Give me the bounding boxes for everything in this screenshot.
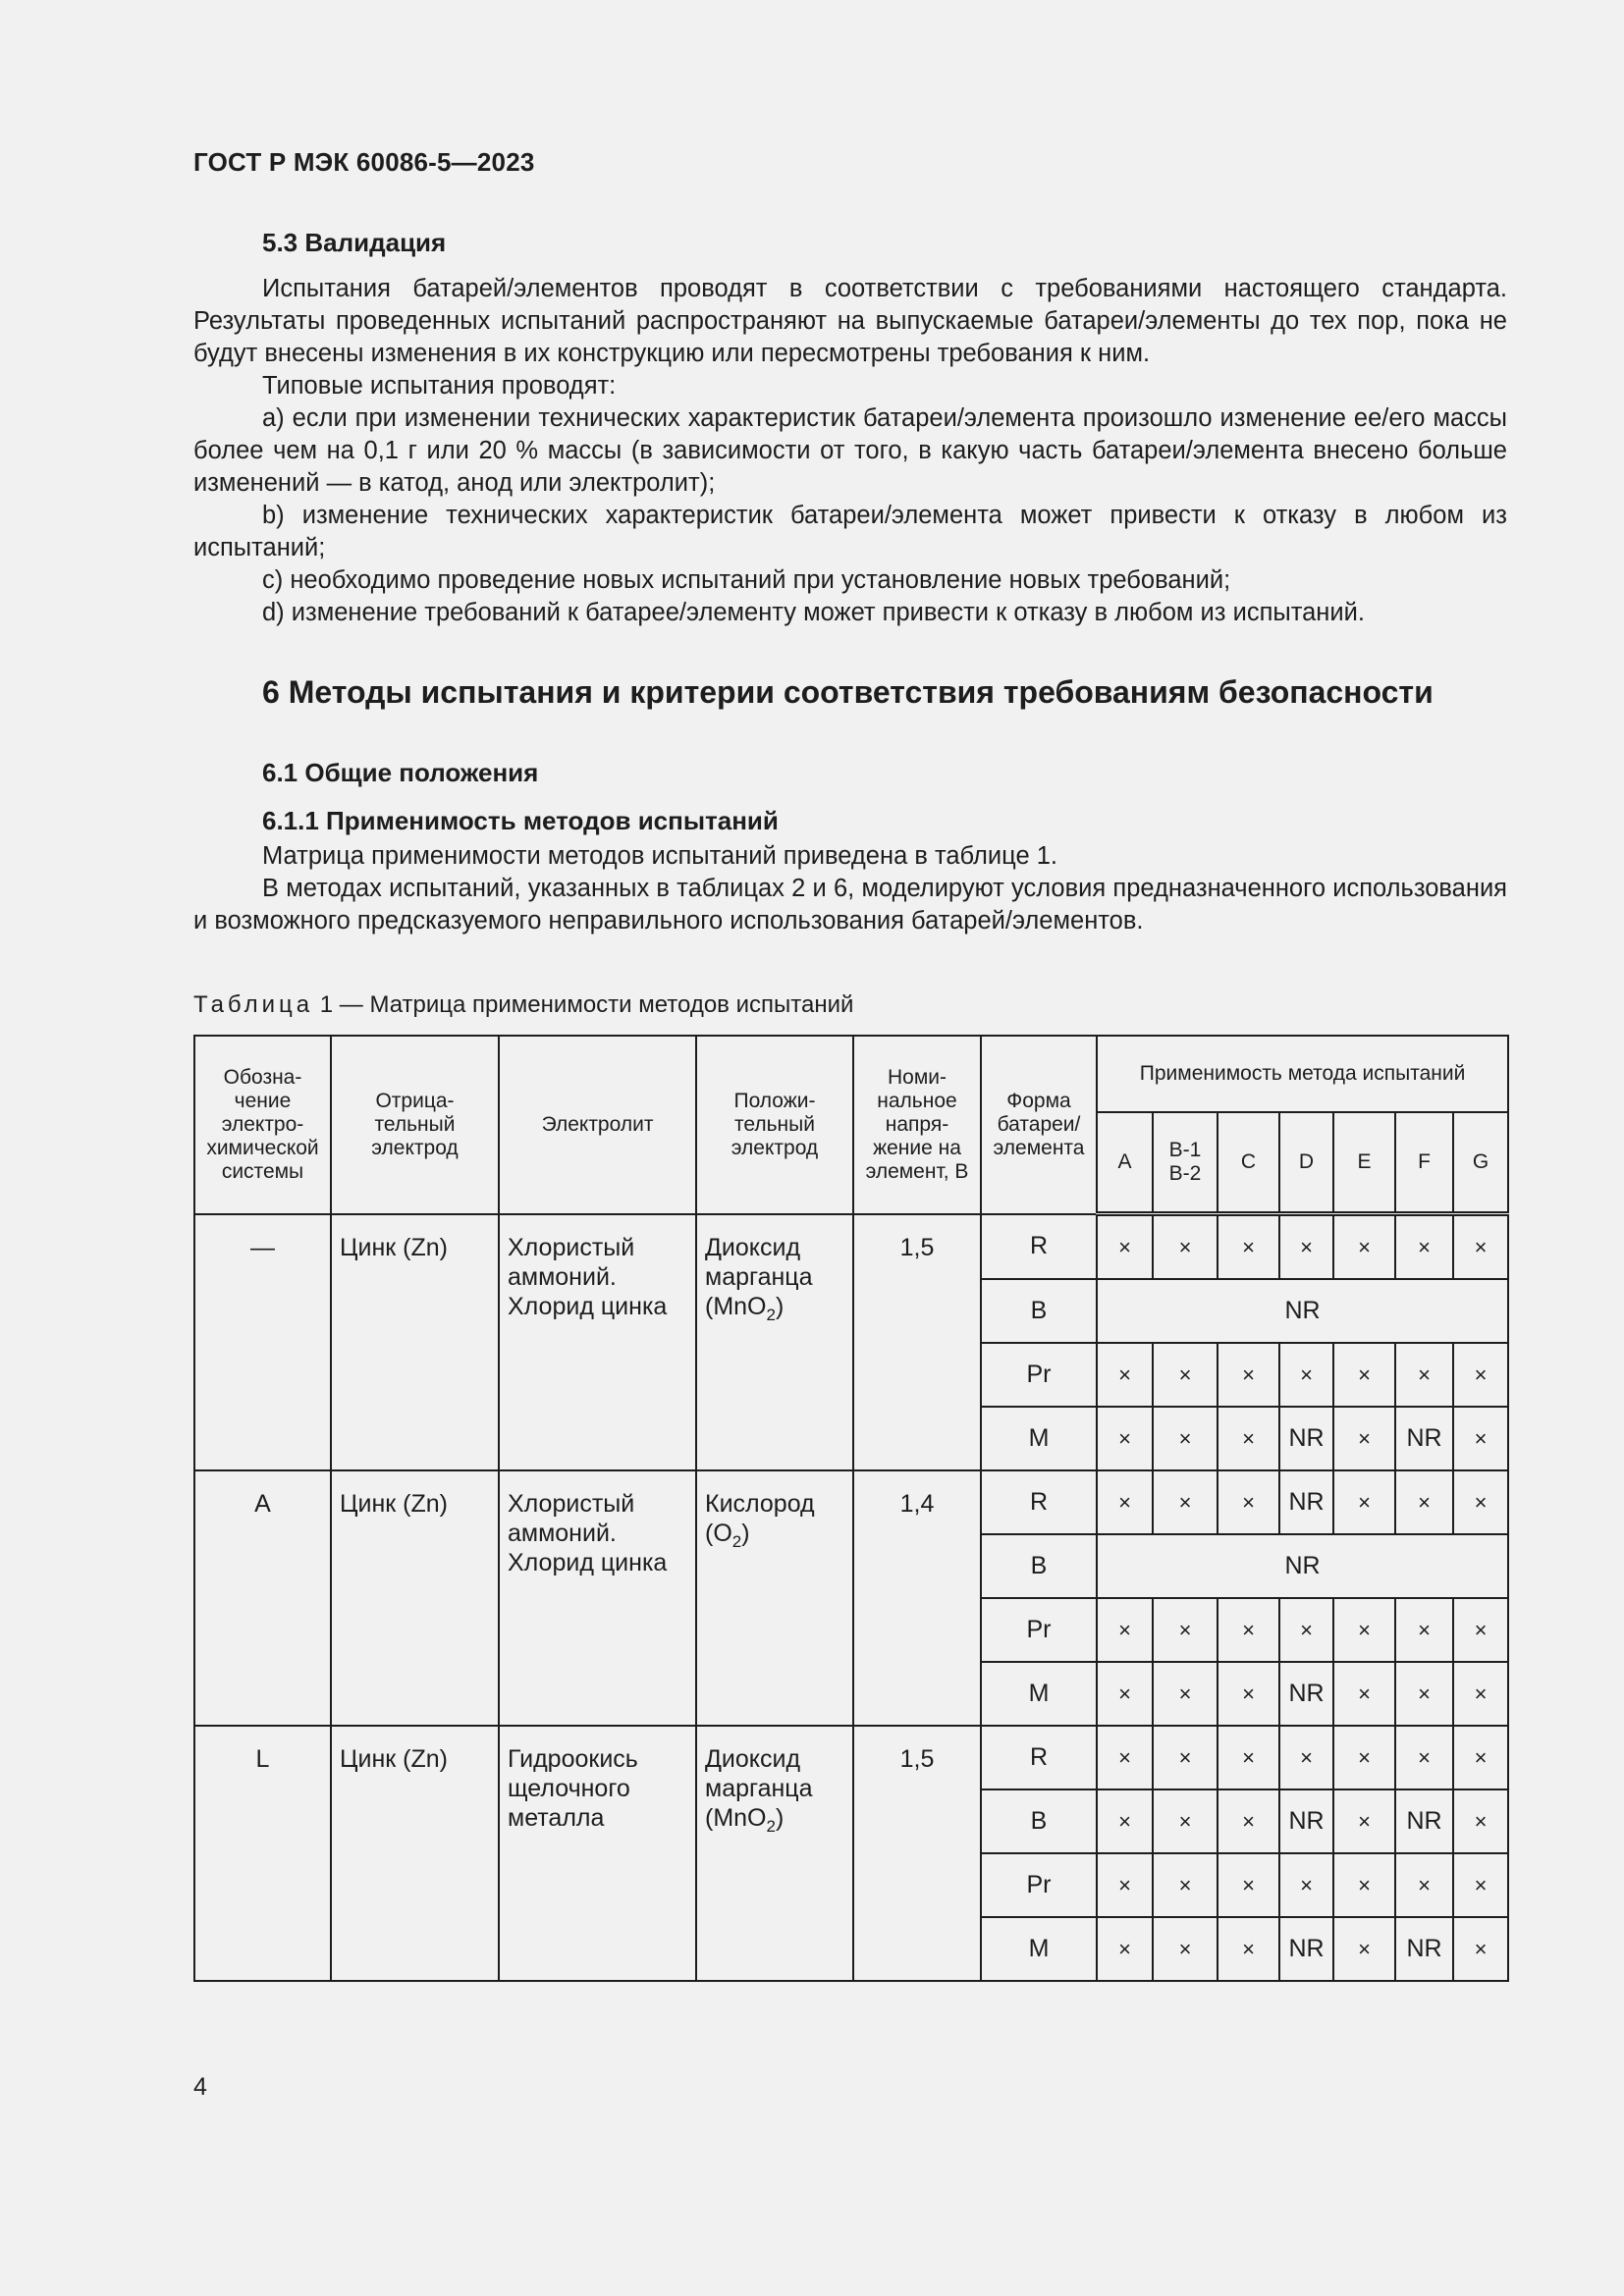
cell-applicable-mark: ×: [1453, 1726, 1508, 1789]
table-row: [194, 1214, 1508, 1280]
cell-applicable-mark: ×: [1097, 1470, 1153, 1534]
cell-applicable-mark: ×: [1153, 1470, 1218, 1534]
cell-applicable-mark: ×: [1279, 1598, 1333, 1662]
cell-applicable-mark: ×: [1395, 1343, 1453, 1407]
cell-applicable-mark: ×: [1453, 1662, 1508, 1726]
cell-not-required: NR: [1395, 1917, 1453, 1981]
cell-electrolyte: Гидроокись щелочного металла: [499, 1726, 696, 1981]
header-nominal-voltage: Номи- нальное напря- жение на элемент, В: [853, 1036, 981, 1214]
cell-applicable-mark: ×: [1453, 1407, 1508, 1470]
cell-applicable-mark: ×: [1218, 1662, 1279, 1726]
cell-form: Pr: [981, 1853, 1097, 1917]
cell-applicable-mark: ×: [1333, 1470, 1395, 1534]
header-method: G: [1453, 1112, 1508, 1214]
table-caption-label: Таблица: [193, 991, 314, 1018]
cell-nominal-voltage: 1,4: [853, 1470, 981, 1726]
cell-applicable-mark: ×: [1395, 1470, 1453, 1534]
cell-applicable-mark: ×: [1395, 1598, 1453, 1662]
cell-applicable-mark: ×: [1333, 1726, 1395, 1789]
cell-applicable-mark: ×: [1153, 1598, 1218, 1662]
section-5-3-heading: 5.3 Валидация: [262, 228, 447, 257]
cell-applicable-mark: ×: [1097, 1343, 1153, 1407]
cell-applicable-mark: ×: [1279, 1726, 1333, 1789]
cell-applicable-mark: ×: [1097, 1662, 1153, 1726]
cell-applicable-mark: ×: [1153, 1789, 1218, 1853]
section-6-heading: 6 Методы испытания и критерии соответствия требованиям безопасности: [262, 674, 1434, 710]
cell-not-required: NR: [1279, 1662, 1333, 1726]
cell-designation: A: [194, 1470, 331, 1726]
header-method: D: [1279, 1112, 1333, 1214]
cell-form: M: [981, 1407, 1097, 1470]
cell-applicable-mark: ×: [1333, 1407, 1395, 1470]
cell-applicable-mark: ×: [1153, 1214, 1218, 1280]
cell-not-required: NR: [1097, 1279, 1508, 1343]
header-method: A: [1097, 1112, 1153, 1214]
paragraph: Испытания батарей/элементов проводят в соответствии с требованиями настоящего стандарта. Результаты проведенных испытаний распространяют на выпускаемые батареи/элементы до тех пор, пока не будут внесены изменения в их конструкцию или пересмотрены требования к ним.: [193, 275, 1507, 367]
page-number: 4: [193, 2073, 207, 2101]
cell-applicable-mark: ×: [1218, 1917, 1279, 1981]
cell-applicable-mark: ×: [1218, 1726, 1279, 1789]
cell-applicable-mark: ×: [1453, 1853, 1508, 1917]
cell-applicable-mark: ×: [1333, 1343, 1395, 1407]
cell-applicable-mark: ×: [1153, 1726, 1218, 1789]
cell-applicable-mark: ×: [1279, 1214, 1333, 1280]
cell-electrolyte: Хлористый аммоний. Хлорид цинка: [499, 1470, 696, 1726]
cell-not-required: NR: [1279, 1917, 1333, 1981]
cell-not-required: NR: [1395, 1407, 1453, 1470]
standard-designation: ГОСТ Р МЭК 60086-5—2023: [193, 147, 535, 177]
cell-applicable-mark: ×: [1097, 1726, 1153, 1789]
cell-not-required: NR: [1279, 1789, 1333, 1853]
cell-applicable-mark: ×: [1333, 1598, 1395, 1662]
cell-applicable-mark: ×: [1218, 1789, 1279, 1853]
cell-form: M: [981, 1662, 1097, 1726]
cell-applicable-mark: ×: [1279, 1853, 1333, 1917]
header-method: E: [1333, 1112, 1395, 1214]
cell-positive-electrode: Кислород $(O_2)$: [696, 1470, 853, 1726]
cell-positive-electrode: Диоксид марганца (MnO$_2$): [696, 1726, 853, 1981]
cell-not-required: NR: [1279, 1407, 1333, 1470]
cell-applicable-mark: ×: [1097, 1917, 1153, 1981]
cell-applicable-mark: ×: [1395, 1726, 1453, 1789]
section-6-1-heading: 6.1 Общие положения: [262, 758, 539, 787]
header-designation: Обозна- чение электро- химической системы: [194, 1036, 331, 1214]
cell-applicable-mark: ×: [1395, 1214, 1453, 1280]
cell-applicable-mark: ×: [1453, 1470, 1508, 1534]
cell-applicable-mark: ×: [1153, 1343, 1218, 1407]
cell-applicable-mark: ×: [1395, 1853, 1453, 1917]
cell-applicable-mark: ×: [1097, 1853, 1153, 1917]
cell-designation: L: [194, 1726, 331, 1981]
cell-form: Pr: [981, 1598, 1097, 1662]
header-method: B-1 B-2: [1153, 1112, 1218, 1214]
cell-nominal-voltage: 1,5: [853, 1726, 981, 1981]
table-caption-text: 1 — Матрица применимости методов испытаний: [319, 991, 854, 1018]
cell-form: B: [981, 1279, 1097, 1343]
cell-applicable-mark: ×: [1333, 1789, 1395, 1853]
cell-applicable-mark: ×: [1333, 1853, 1395, 1917]
cell-nominal-voltage: 1,5: [853, 1214, 981, 1471]
header-form: Форма батареи/ элемента: [981, 1036, 1097, 1214]
cell-applicable-mark: ×: [1453, 1789, 1508, 1853]
list-item-a: а) если при изменении технических характеристик батареи/элемента произошло изменение ее/его массы более чем на 0,1 г или 20 % массы (в зависимости от того, в какую часть батареи/элемента внесено больше изменений — в катод, анод или электролит);: [193, 404, 1507, 497]
cell-electrolyte: Хлористый аммоний. Хлорид цинка: [499, 1214, 696, 1471]
list-item-c: c) необходимо проведение новых испытаний при установление новых требований;: [262, 566, 1231, 594]
cell-form: Pr: [981, 1343, 1097, 1407]
header-electrolyte: Электролит: [499, 1036, 696, 1214]
cell-applicable-mark: ×: [1218, 1214, 1279, 1280]
cell-form: M: [981, 1917, 1097, 1981]
header-applicability: Применимость метода испытаний: [1097, 1036, 1508, 1112]
cell-applicable-mark: ×: [1279, 1343, 1333, 1407]
cell-applicable-mark: ×: [1218, 1343, 1279, 1407]
table-caption: [193, 991, 853, 1019]
cell-form: B: [981, 1534, 1097, 1598]
cell-negative-electrode: Цинк (Zn): [331, 1726, 499, 1981]
cell-form: B: [981, 1789, 1097, 1853]
cell-negative-electrode: Цинк (Zn): [331, 1470, 499, 1726]
cell-applicable-mark: ×: [1097, 1407, 1153, 1470]
cell-applicable-mark: ×: [1333, 1662, 1395, 1726]
cell-applicable-mark: ×: [1153, 1917, 1218, 1981]
cell-applicable-mark: ×: [1453, 1214, 1508, 1280]
cell-not-required: NR: [1395, 1789, 1453, 1853]
cell-applicable-mark: ×: [1097, 1598, 1153, 1662]
cell-applicable-mark: ×: [1097, 1789, 1153, 1853]
header-negative-electrode: Отрица- тельный электрод: [331, 1036, 499, 1214]
paragraph: Матрица применимости методов испытаний приведена в таблице 1.: [262, 842, 1057, 870]
cell-form: R: [981, 1726, 1097, 1789]
header-method: C: [1218, 1112, 1279, 1214]
cell-form: R: [981, 1470, 1097, 1534]
applicability-matrix-table: [193, 1035, 1509, 1982]
cell-applicable-mark: ×: [1153, 1407, 1218, 1470]
header-positive-electrode: Положи- тельный электрод: [696, 1036, 853, 1214]
cell-applicable-mark: ×: [1218, 1598, 1279, 1662]
list-item-b: b) изменение технических характеристик батареи/элемента может привести к отказу в любом из испытаний;: [193, 502, 1507, 561]
cell-applicable-mark: ×: [1333, 1917, 1395, 1981]
header-method: F: [1395, 1112, 1453, 1214]
list-item-d: d) изменение требований к батарее/элементу может привести к отказу в любом из испытаний.: [262, 599, 1365, 626]
cell-designation: —: [194, 1214, 331, 1471]
cell-negative-electrode: Цинк (Zn): [331, 1214, 499, 1471]
cell-form: R: [981, 1214, 1097, 1280]
cell-applicable-mark: ×: [1453, 1598, 1508, 1662]
cell-applicable-mark: ×: [1333, 1214, 1395, 1280]
paragraph: Типовые испытания проводят:: [262, 372, 617, 400]
table-row: [194, 1470, 1508, 1534]
cell-not-required: NR: [1279, 1470, 1333, 1534]
cell-applicable-mark: ×: [1453, 1917, 1508, 1981]
section-6-1-1-heading: 6.1.1 Применимость методов испытаний: [262, 806, 779, 835]
cell-applicable-mark: ×: [1153, 1662, 1218, 1726]
cell-applicable-mark: ×: [1453, 1343, 1508, 1407]
cell-applicable-mark: ×: [1097, 1214, 1153, 1280]
cell-applicable-mark: ×: [1395, 1662, 1453, 1726]
table-row: [194, 1726, 1508, 1789]
paragraph: В методах испытаний, указанных в таблицах 2 и 6, моделируют условия предназначенного использования и возможного предсказуемого неправильного использования батарей/элементов.: [193, 875, 1507, 934]
cell-positive-electrode: Диоксид марганца (MnO$_2$): [696, 1214, 853, 1471]
cell-not-required: NR: [1097, 1534, 1508, 1598]
cell-applicable-mark: ×: [1218, 1407, 1279, 1470]
cell-applicable-mark: ×: [1153, 1853, 1218, 1917]
cell-applicable-mark: ×: [1218, 1470, 1279, 1534]
cell-applicable-mark: ×: [1218, 1853, 1279, 1917]
